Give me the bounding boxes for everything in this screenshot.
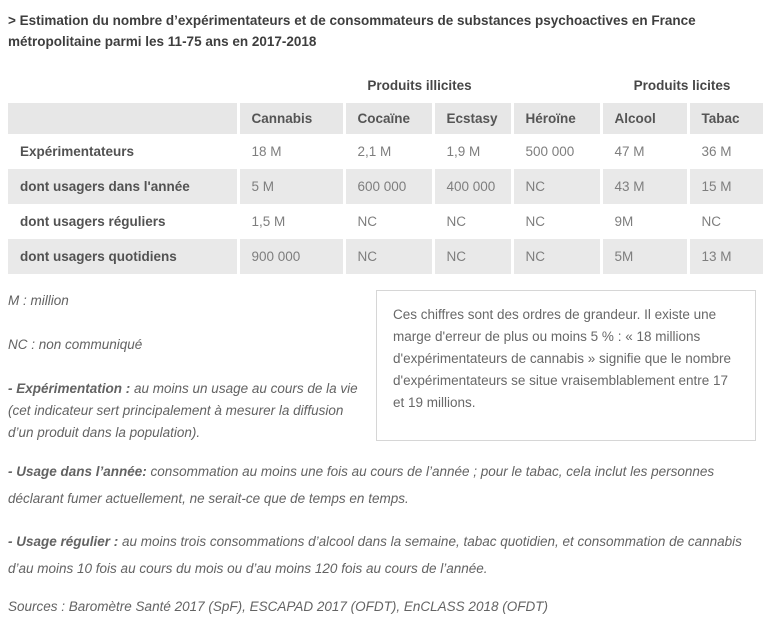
page-title: > Estimation du nombre d’expérimentateurs et de consommateurs de substances psychoactives en France métropolitaine parmi les 11-75 ans en 2017-2018 — [8, 13, 696, 49]
group-header-row — [8, 64, 763, 103]
cell-value: NC — [688, 204, 763, 239]
cell-value: 600 000 — [344, 169, 433, 204]
cell-value: 43 M — [601, 169, 688, 204]
column-header-heroine: Héroïne — [512, 103, 601, 134]
cell-value: NC — [512, 239, 601, 274]
substances-table — [8, 64, 763, 274]
column-header-empty — [8, 103, 238, 134]
note-experimentation-text: au moins un usage au cours de la vie (cet indicateur sert principalement à mesurer la diffusion d’un produit dans la population). — [8, 381, 358, 440]
row-label: Expérimentateurs — [8, 134, 238, 169]
notes-area — [8, 290, 756, 444]
note-usage-annee-term: - Usage dans l’année: — [8, 464, 147, 479]
cell-value: 47 M — [601, 134, 688, 169]
cell-value: 900 000 — [238, 239, 344, 274]
note-usage-regulier-text: au moins trois consommations d’alcool dans la semaine, tabac quotidien, et consommation de cannabis d’au moins 10 fois au cours du mois ou d’au moins 120 fois au cours de l’année. — [8, 534, 742, 576]
cell-value: 500 000 — [512, 134, 601, 169]
info-box-text: Ces chiffres sont des ordres de grandeur. Il existe une marge d'erreur de plus ou moins 5 % : « 18 millions d'expérimentateurs de cannabis » signifie que le nombre d'expérimentateurs se situe vraisemblablement entre 17 et 19 millions. — [393, 307, 732, 410]
cell-value: 1,5 M — [238, 204, 344, 239]
column-header-alcool: Alcool — [601, 103, 688, 134]
note-usage-annee-text: consommation au moins une fois au cours de l’année ; pour le tabac, cela inclut les personnes déclarant fumer actuellement, ne serait-ce que de temps en temps. — [8, 464, 715, 506]
column-header-tabac: Tabac — [688, 103, 763, 134]
cell-value: 2,1 M — [344, 134, 433, 169]
column-header-cocaine: Cocaïne — [344, 103, 433, 134]
table-row-usagers-reguliers — [8, 204, 763, 239]
group-header-licites: Produits licites — [601, 64, 763, 103]
cell-value: 13 M — [688, 239, 763, 274]
notes-column — [8, 290, 376, 444]
cell-value: NC — [512, 169, 601, 204]
note-experimentation — [8, 378, 366, 444]
column-header-cannabis: Cannabis — [238, 103, 344, 134]
note-m-million: M : million — [8, 293, 69, 308]
note-nc: NC : non communiqué — [8, 337, 143, 352]
note-usage-annee — [8, 458, 756, 512]
row-label: dont usagers quotidiens — [8, 239, 238, 274]
table-row-experimentateurs — [8, 134, 763, 169]
cell-value: 400 000 — [433, 169, 512, 204]
row-label: dont usagers réguliers — [8, 204, 238, 239]
cell-value: 36 M — [688, 134, 763, 169]
cell-value: NC — [344, 204, 433, 239]
cell-value: 18 M — [238, 134, 344, 169]
group-header-illicites: Produits illicites — [238, 64, 601, 103]
cell-value: 1,9 M — [433, 134, 512, 169]
note-experimentation-term: - Expérimentation : — [8, 381, 131, 396]
cell-value: 5M — [601, 239, 688, 274]
cell-value: NC — [433, 204, 512, 239]
group-header-spacer — [8, 64, 238, 103]
cell-value: NC — [344, 239, 433, 274]
table-row-usagers-annee — [8, 169, 763, 204]
column-header-ecstasy: Ecstasy — [433, 103, 512, 134]
column-header-row — [8, 103, 763, 134]
cell-value: 9M — [601, 204, 688, 239]
row-label: dont usagers dans l'année — [8, 169, 238, 204]
sources-line: Sources : Baromètre Santé 2017 (SpF), ESCAPAD 2017 (OFDT), EnCLASS 2018 (OFDT) — [8, 599, 548, 614]
info-box — [376, 290, 756, 441]
note-usage-regulier-term: - Usage régulier : — [8, 534, 119, 549]
cell-value: NC — [512, 204, 601, 239]
cell-value: 15 M — [688, 169, 763, 204]
cell-value: 5 M — [238, 169, 344, 204]
cell-value: NC — [433, 239, 512, 274]
note-usage-regulier — [8, 528, 756, 582]
table-row-usagers-quotidiens — [8, 239, 763, 274]
